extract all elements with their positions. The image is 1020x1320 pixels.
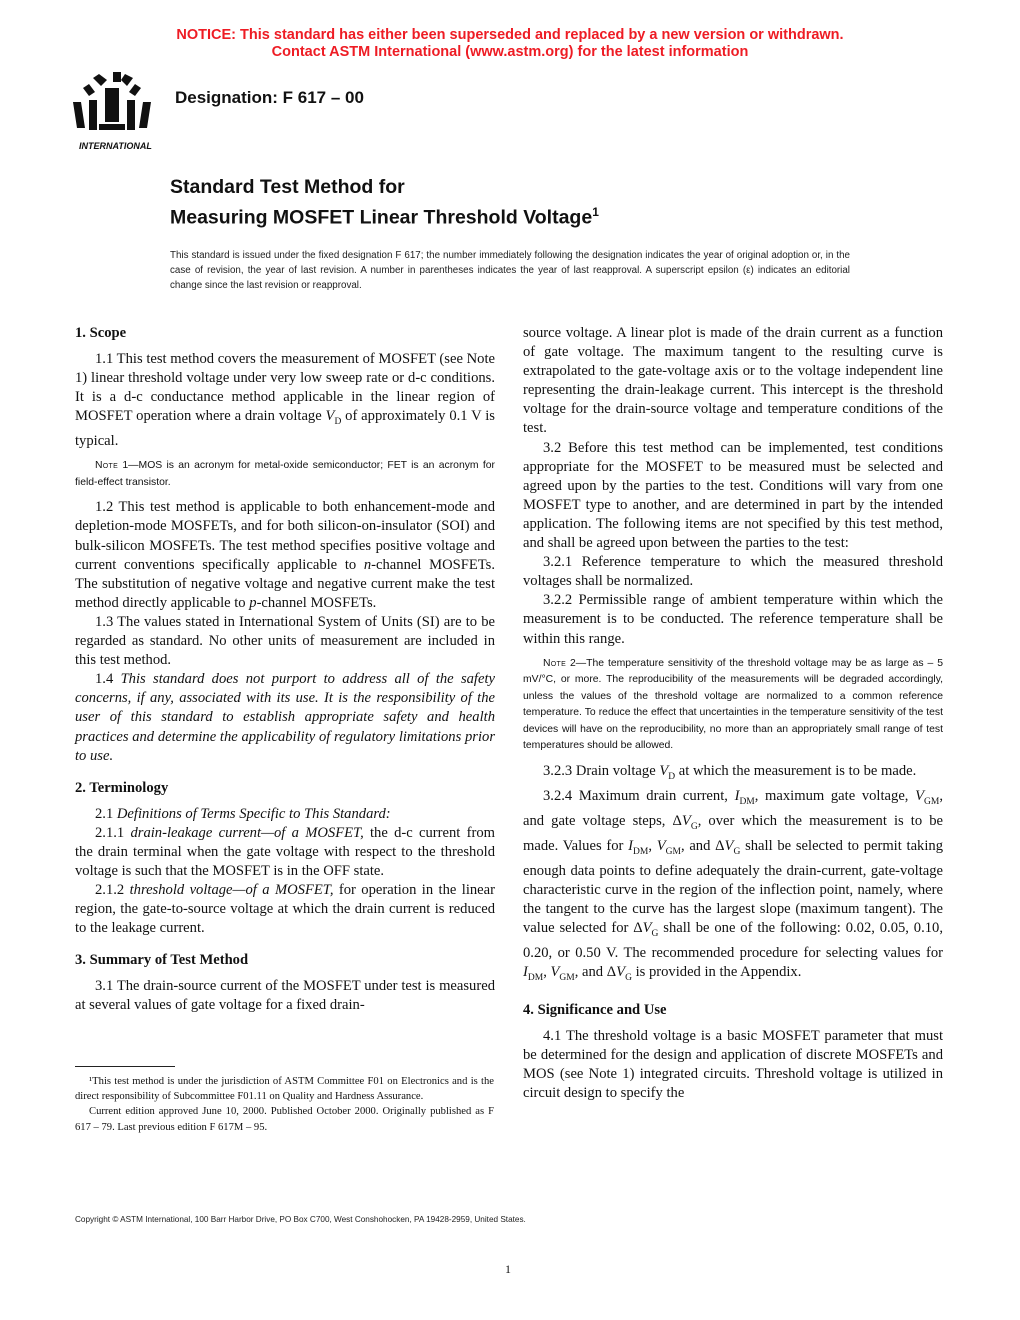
notice-line-2: Contact ASTM International (www.astm.org) for the latest information xyxy=(271,44,749,60)
footnote-2: Current edition approved June 10, 2000. Published October 2000. Originally published as F 617 – 79. Last previous edition F 617M – 95. xyxy=(75,1106,494,1133)
para-3-2-3: 3.2.3 Drain voltage $V_D$ at which the measurement is to be made. xyxy=(543,762,917,782)
para-3-1-continued: source voltage. A linear plot is made of the drain current as a function of gate voltage. The maximum tangent to the resulting curve is extrapolated to the gate-voltage axis or to the voltage independent line representing the drain-leakage current. This intercept is the threshold voltage for the drain-source voltage and temperature conditions of the test. xyxy=(523,325,943,437)
notice-banner xyxy=(0,27,1020,61)
logo-caption: INTERNATIONAL xyxy=(79,141,152,151)
section-1-heading: 1. Scope xyxy=(75,325,127,341)
para-4-1: 4.1 The threshold voltage is a basic MOSFET parameter that must be determined for the design and application of discrete MOSFETs and MOS (see Note 1) integrated circuits. Threshold voltage is utilized in circuit design to specify the xyxy=(523,1027,943,1102)
designation: Designation: F 617 – 00 xyxy=(175,88,364,107)
para-3-2-1: 3.2.1 Reference temperature to which the measured threshold voltages shall be normalized. xyxy=(523,554,943,590)
para-1-3: 1.3 The values stated in International System of Units (SI) are to be regarded as standard. No other units of measurement are included in this test method. xyxy=(75,613,495,669)
left-column xyxy=(75,324,495,1016)
notice-line-1: NOTICE: This standard has either been superseded and replaced by a new version or withdrawn. xyxy=(176,27,844,43)
section-3-heading: 3. Summary of Test Method xyxy=(75,952,249,969)
astm-logo xyxy=(63,72,161,152)
title-line-2 xyxy=(170,200,599,231)
note-1: Note 1—MOS is an acronym for metal-oxide semiconductor; FET is an acronym for field-effect transistor. xyxy=(75,460,495,488)
right-column xyxy=(523,324,943,1103)
para-1-2: 1.2 This test method is applicable to both enhancement-mode and depletion-mode MOSFETs, and for both silicon-on-insulator (SOI) and bulk-silicon MOSFETs. The test method specifies positive voltage and current conventions specifically applicable to n-channel MOSFETs. The substitution of negative voltage and negative current make the test method directly applicable to p-channel MOSFETs. xyxy=(75,499,495,611)
footnote xyxy=(75,1074,494,1135)
title-line-1: Standard Test Method for xyxy=(170,176,405,198)
para-1-1: 1.1 This test method covers the measurement of MOSFET (see Note 1) linear threshold voltage under very low sweep rate or d-c conditions. It is a d-c conductance method applicable in the linear region of MOSFET operation where a drain voltage $V_D$ of approximately 0.1 V is typical. xyxy=(75,351,495,450)
para-3-2: 3.2 Before this test method can be implemented, test conditions appropriate for the MOSFET to be measured must be selected and agreed upon by the parties to the test. Conditions will vary from one MOSFET type to another, and are determined in part by the intended application. The following items are not specified by this test method, and shall be agreed upon between the parties to the test: xyxy=(523,439,943,552)
para-3-2-2: 3.2.2 Permissible range of ambient temperature within which the measurement is to be conducted. The reference temperature shall be within this range. xyxy=(523,592,943,647)
para-1-4: 1.4 This standard does not purport to address all of the safety concerns, if any, associated with its use. It is the responsibility of the user of this standard to establish appropriate safety and health practices and determine the applicability of regulatory limitations prior to use. xyxy=(75,671,495,764)
footnote-divider xyxy=(75,1066,175,1067)
note-2: Note 2—The temperature sensitivity of the threshold voltage may be as large as – 5 mV/°C, or more. The reproducibility of the measurements will be degraded accordingly, unless the values of the threshold voltage are normalized to a common reference temperature. To reduce the effect that uncertainties in the temperature sensitivity of the test devices will have on the reproducibility, no more than an appropriately small range of test temperatures should be allowed. xyxy=(523,657,943,752)
title-footnote-ref[interactable]: 1 xyxy=(592,205,599,219)
para-3-2-4: 3.2.4 Maximum drain current, $I_{DM}$, maximum gate voltage, $V_{GM}$, and gate voltage steps, $\Delta V_G$, over which the measurement is to be made. Values for $I_{DM}$, $V_{GM}$, and $\Delta V_G$ shall be selected to permit taking enough data points to define adequately the drain-current, gate-voltage characteristic curve in the region of the inflection point, namely, where the tangent to the curve has the largest slope (maximum tangent). The value selected for $\Delta V_G$ shall be one of the following: 0.02, 0.05, 0.10, 0.20, or 0.50 V. The recommended procedure for selecting values for $I_{DM}$, $V_{GM}$, and $\Delta V_G$ is provided in the Appendix. xyxy=(523,787,943,983)
title-line-2-text: Measuring MOSFET Linear Threshold Voltage xyxy=(170,206,593,229)
para-2-1-2: 2.1.2 threshold voltage—of a MOSFET, for operation in the linear region, the gate-to-source voltage at which the drain current is reduced to the leakage current. xyxy=(75,882,495,937)
copyright: Copyright © ASTM International, 100 Barr Harbor Drive, PO Box C700, West Conshohocken, PA 19428-2959, United States. xyxy=(75,1215,526,1224)
para-2-1-1: 2.1.1 drain-leakage current—of a MOSFET, the d-c current from the drain terminal when the gate voltage with respect to the threshold voltage is such that the MOSFET is in the OFF state. xyxy=(75,824,495,879)
section-2-heading: 2. Terminology xyxy=(75,779,169,796)
footnote-1: ¹This test method is under the jurisdiction of ASTM Committee F01 on Electronics and is the direct responsibility of Subcommittee F01.11 on Quality and Hardness Assurance. xyxy=(75,1076,494,1103)
para-2-1: 2.1 Definitions of Terms Specific to This Standard: xyxy=(95,805,391,822)
preamble: This standard is issued under the fixed designation F 617; the number immediately following the designation indicates the year of original adoption or, in the case of revision, the year of last revision. A number in parentheses indicates the year of last reapproval. A superscript epsilon (ε) indicates an editorial change since the last revision or reapproval. xyxy=(170,250,850,291)
document-title xyxy=(170,175,599,231)
para-3-1: 3.1 The drain-source current of the MOSFET under test is measured at several values of gate voltage for a fixed drain- xyxy=(75,978,495,1014)
page-number: 1 xyxy=(505,1262,511,1276)
section-4-heading: 4. Significance and Use xyxy=(523,1001,667,1018)
